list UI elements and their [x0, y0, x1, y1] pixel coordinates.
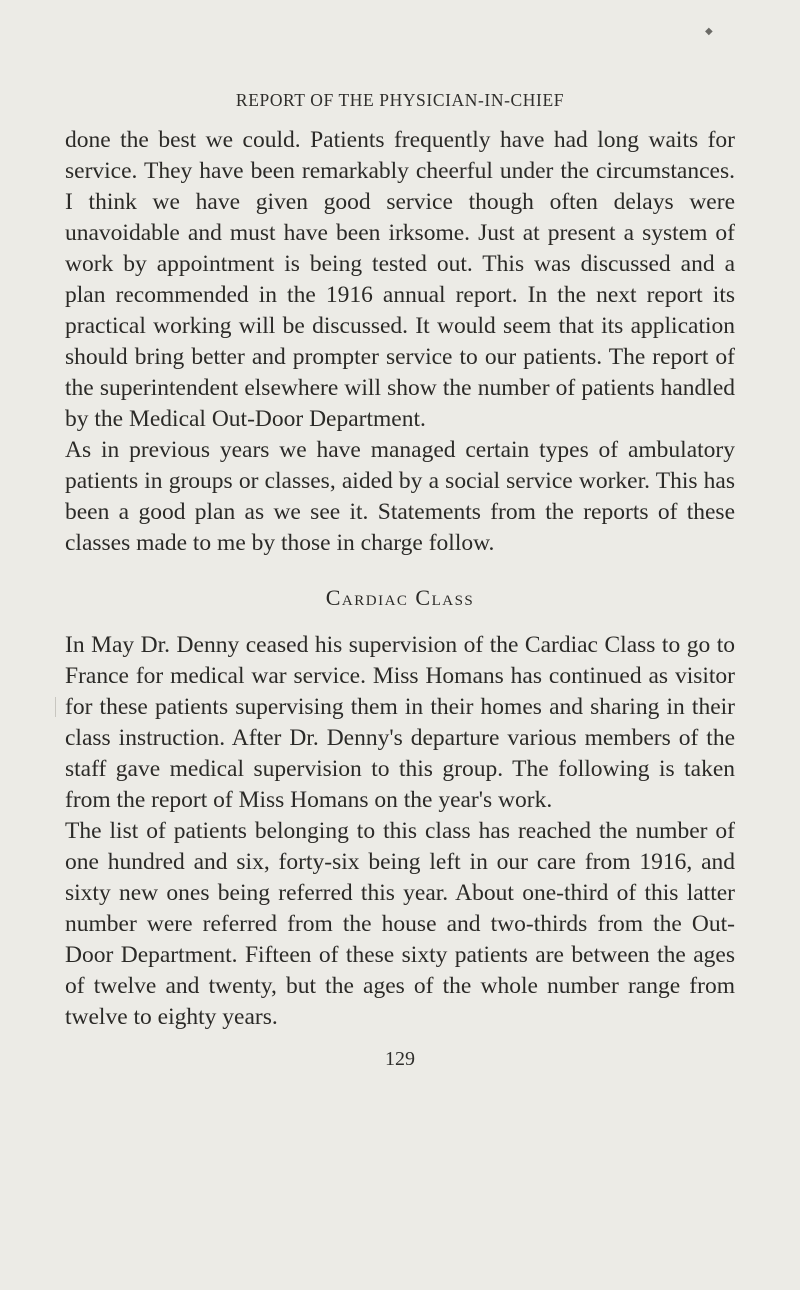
paragraph-3: In May Dr. Denny ceased his supervision of the Cardiac Class to go to France for medical war service. Miss Homans has continued as visitor for these patients supervising them in their homes and sharing in their class instruction. After Dr. Denny's departure various members of the staff gave medical supervision to this group. The following is taken from the report of Miss Homans on the year's work.: [65, 632, 735, 813]
page-number: 129: [385, 1048, 415, 1070]
corner-mark-icon: ◆: [705, 26, 713, 37]
paragraph-4: The list of patients belonging to this class has reached the number of one hundred and six, forty-six being left in our care from 1916, and sixty new ones being referred this year. About one-third of this latter number were referred from the house and two-thirds from the Out-Door Department. Fifteen of these sixty patients are between the ages of twelve and twenty, but the ages of the whole number range from twelve to eighty years.: [65, 818, 735, 1030]
margin-tick: [55, 697, 56, 717]
running-head: REPORT OF THE PHYSICIAN-IN-CHIEF: [235, 90, 565, 110]
paragraph-1: done the best we could. Patients frequently have had long waits for service. They have been remarkably cheerful under the circumstances. I think we have given good service though often delays were unavoidable and must have been irksome. Just at present a system of work by appointment is being tested out. This was discussed and a plan recommended in the 1916 annual report. In the next report its practical working will be discussed. It would seem that its application should bring better and prompter service to our patients. The report of the superintendent elsewhere will show the number of patients handled by the Medical Out-Door Department.: [65, 127, 735, 432]
body-text: [65, 125, 735, 1033]
section-heading: Cardiac Class: [325, 585, 475, 610]
paragraph-2: As in previous years we have managed certain types of ambulatory patients in groups or classes, aided by a social service worker. This has been a good plan as we see it. Statements from the reports of these classes made to me by those in charge follow.: [65, 437, 735, 556]
